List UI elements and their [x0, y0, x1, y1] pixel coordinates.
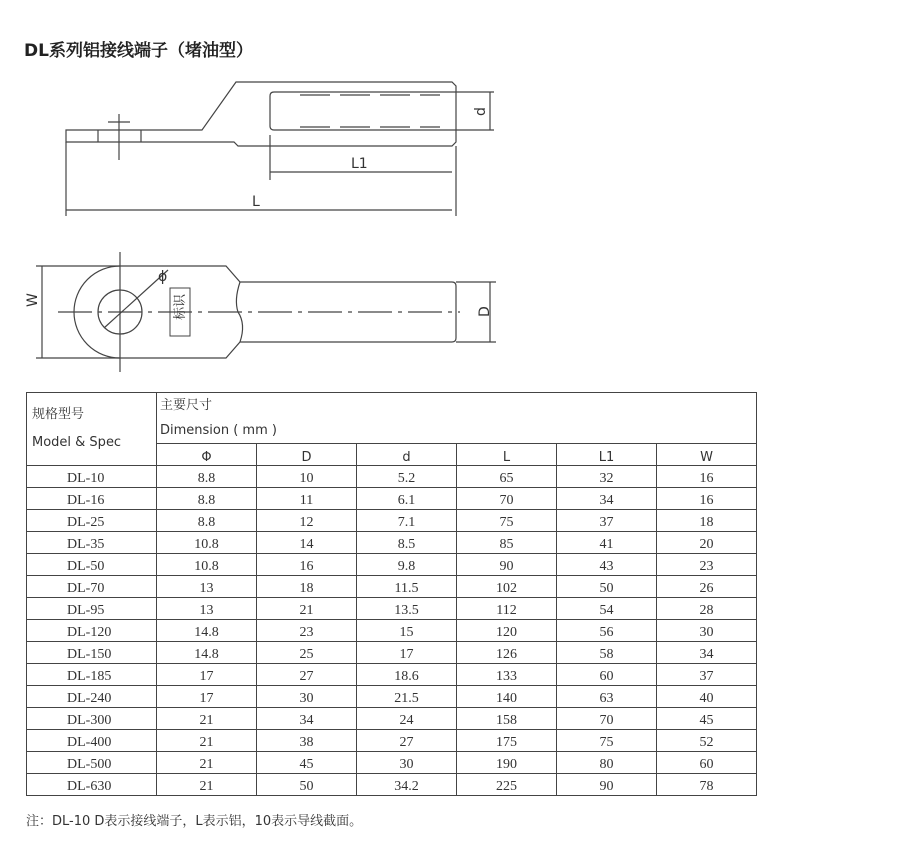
- dim-label-L: L: [252, 194, 260, 210]
- value-cell: 8.8: [157, 488, 257, 510]
- spec-header-cn: 规格型号: [32, 407, 85, 422]
- dim-label-d: d: [473, 107, 489, 116]
- value-cell: 60: [657, 752, 757, 774]
- value-cell: 34: [657, 642, 757, 664]
- value-cell: 28: [657, 598, 757, 620]
- value-cell: 85: [457, 532, 557, 554]
- value-cell: 60: [557, 664, 657, 686]
- value-cell: 23: [257, 620, 357, 642]
- value-cell: 158: [457, 708, 557, 730]
- model-cell: DL-185: [27, 664, 157, 686]
- value-cell: 45: [257, 752, 357, 774]
- value-cell: 10.8: [157, 532, 257, 554]
- value-cell: 11: [257, 488, 357, 510]
- value-cell: 37: [657, 664, 757, 686]
- value-cell: 34.2: [357, 774, 457, 796]
- value-cell: 14.8: [157, 620, 257, 642]
- value-cell: 16: [257, 554, 357, 576]
- dimension-header-cell: [157, 393, 757, 444]
- value-cell: 34: [557, 488, 657, 510]
- value-cell: 16: [657, 488, 757, 510]
- value-cell: 90: [457, 554, 557, 576]
- value-cell: 190: [457, 752, 557, 774]
- value-cell: 225: [457, 774, 557, 796]
- table-row: [27, 752, 757, 774]
- value-cell: 8.8: [157, 510, 257, 532]
- value-cell: 52: [657, 730, 757, 752]
- value-cell: 7.1: [357, 510, 457, 532]
- dim-label-phi: ϕ: [158, 269, 168, 285]
- column-header-phi: Φ: [157, 444, 257, 466]
- value-cell: 18: [257, 576, 357, 598]
- model-cell: DL-120: [27, 620, 157, 642]
- value-cell: 23: [657, 554, 757, 576]
- column-header-W: W: [657, 444, 757, 466]
- model-cell: DL-95: [27, 598, 157, 620]
- page-title: DL系列铝接线端子（堵油型）: [24, 41, 253, 61]
- dimension-header-en: Dimension ( mm ): [160, 423, 277, 438]
- value-cell: 45: [657, 708, 757, 730]
- value-cell: 43: [557, 554, 657, 576]
- value-cell: 40: [657, 686, 757, 708]
- value-cell: 58: [557, 642, 657, 664]
- value-cell: 14.8: [157, 642, 257, 664]
- model-cell: DL-25: [27, 510, 157, 532]
- value-cell: 54: [557, 598, 657, 620]
- value-cell: 38: [257, 730, 357, 752]
- table-row: [27, 686, 757, 708]
- value-cell: 26: [657, 576, 757, 598]
- model-cell: DL-50: [27, 554, 157, 576]
- dimension-header-cn: 主要尺寸: [160, 398, 213, 413]
- value-cell: 56: [557, 620, 657, 642]
- value-cell: 140: [457, 686, 557, 708]
- spec-table: [26, 392, 757, 796]
- value-cell: 65: [457, 466, 557, 488]
- table-row: [27, 466, 757, 488]
- value-cell: 10: [257, 466, 357, 488]
- model-cell: DL-70: [27, 576, 157, 598]
- model-cell: DL-150: [27, 642, 157, 664]
- value-cell: 15: [357, 620, 457, 642]
- value-cell: 175: [457, 730, 557, 752]
- value-cell: 13: [157, 576, 257, 598]
- model-cell: DL-240: [27, 686, 157, 708]
- side-view: [66, 82, 494, 216]
- value-cell: 18: [657, 510, 757, 532]
- value-cell: 120: [457, 620, 557, 642]
- value-cell: 21: [157, 752, 257, 774]
- table-row: [27, 598, 757, 620]
- table-row: [27, 488, 757, 510]
- table-header-row: [27, 393, 757, 444]
- value-cell: 27: [357, 730, 457, 752]
- value-cell: 24: [357, 708, 457, 730]
- table-row: [27, 730, 757, 752]
- table-row: [27, 554, 757, 576]
- value-cell: 70: [457, 488, 557, 510]
- dim-label-D: D: [477, 306, 493, 317]
- value-cell: 30: [357, 752, 457, 774]
- column-header-L1: L1: [557, 444, 657, 466]
- model-cell: DL-500: [27, 752, 157, 774]
- value-cell: 21: [157, 708, 257, 730]
- model-cell: DL-400: [27, 730, 157, 752]
- value-cell: 14: [257, 532, 357, 554]
- value-cell: 126: [457, 642, 557, 664]
- value-cell: 8.5: [357, 532, 457, 554]
- value-cell: 5.2: [357, 466, 457, 488]
- value-cell: 21: [157, 774, 257, 796]
- value-cell: 80: [557, 752, 657, 774]
- value-cell: 9.8: [357, 554, 457, 576]
- value-cell: 50: [557, 576, 657, 598]
- value-cell: 20: [657, 532, 757, 554]
- table-row: [27, 664, 757, 686]
- table-row: [27, 510, 757, 532]
- model-cell: DL-300: [27, 708, 157, 730]
- value-cell: 6.1: [357, 488, 457, 510]
- table-row: [27, 620, 757, 642]
- value-cell: 12: [257, 510, 357, 532]
- spec-header-en: Model & Spec: [32, 435, 122, 450]
- value-cell: 21: [257, 598, 357, 620]
- value-cell: 27: [257, 664, 357, 686]
- table-row: [27, 774, 757, 796]
- value-cell: 90: [557, 774, 657, 796]
- footnote: 注：DL-10 D表示接线端子，L表示铝，10表示导线截面。: [26, 814, 363, 829]
- value-cell: 8.8: [157, 466, 257, 488]
- value-cell: 13: [157, 598, 257, 620]
- value-cell: 17: [357, 642, 457, 664]
- value-cell: 78: [657, 774, 757, 796]
- value-cell: 102: [457, 576, 557, 598]
- column-header-d: d: [357, 444, 457, 466]
- model-cell: DL-35: [27, 532, 157, 554]
- value-cell: 34: [257, 708, 357, 730]
- value-cell: 75: [557, 730, 657, 752]
- value-cell: 70: [557, 708, 657, 730]
- value-cell: 32: [557, 466, 657, 488]
- model-cell: DL-630: [27, 774, 157, 796]
- dim-label-L1: L1: [351, 156, 368, 172]
- table-row: [27, 576, 757, 598]
- column-header-L: L: [457, 444, 557, 466]
- value-cell: 75: [457, 510, 557, 532]
- model-cell: DL-10: [27, 466, 157, 488]
- value-cell: 25: [257, 642, 357, 664]
- value-cell: 37: [557, 510, 657, 532]
- value-cell: 63: [557, 686, 657, 708]
- spec-header-cell: [27, 393, 157, 466]
- top-view: [36, 252, 496, 372]
- value-cell: 30: [657, 620, 757, 642]
- table-row: [27, 642, 757, 664]
- value-cell: 13.5: [357, 598, 457, 620]
- value-cell: 112: [457, 598, 557, 620]
- value-cell: 50: [257, 774, 357, 796]
- value-cell: 10.8: [157, 554, 257, 576]
- value-cell: 17: [157, 664, 257, 686]
- value-cell: 41: [557, 532, 657, 554]
- table-row: [27, 532, 757, 554]
- value-cell: 30: [257, 686, 357, 708]
- column-header-D: D: [257, 444, 357, 466]
- value-cell: 21.5: [357, 686, 457, 708]
- terminal-drawing: [0, 0, 900, 390]
- table-row: [27, 708, 757, 730]
- value-cell: 18.6: [357, 664, 457, 686]
- value-cell: 17: [157, 686, 257, 708]
- value-cell: 11.5: [357, 576, 457, 598]
- value-cell: 16: [657, 466, 757, 488]
- value-cell: 133: [457, 664, 557, 686]
- mark-label: 标识: [173, 293, 188, 320]
- dim-label-W: W: [25, 293, 41, 307]
- value-cell: 21: [157, 730, 257, 752]
- model-cell: DL-16: [27, 488, 157, 510]
